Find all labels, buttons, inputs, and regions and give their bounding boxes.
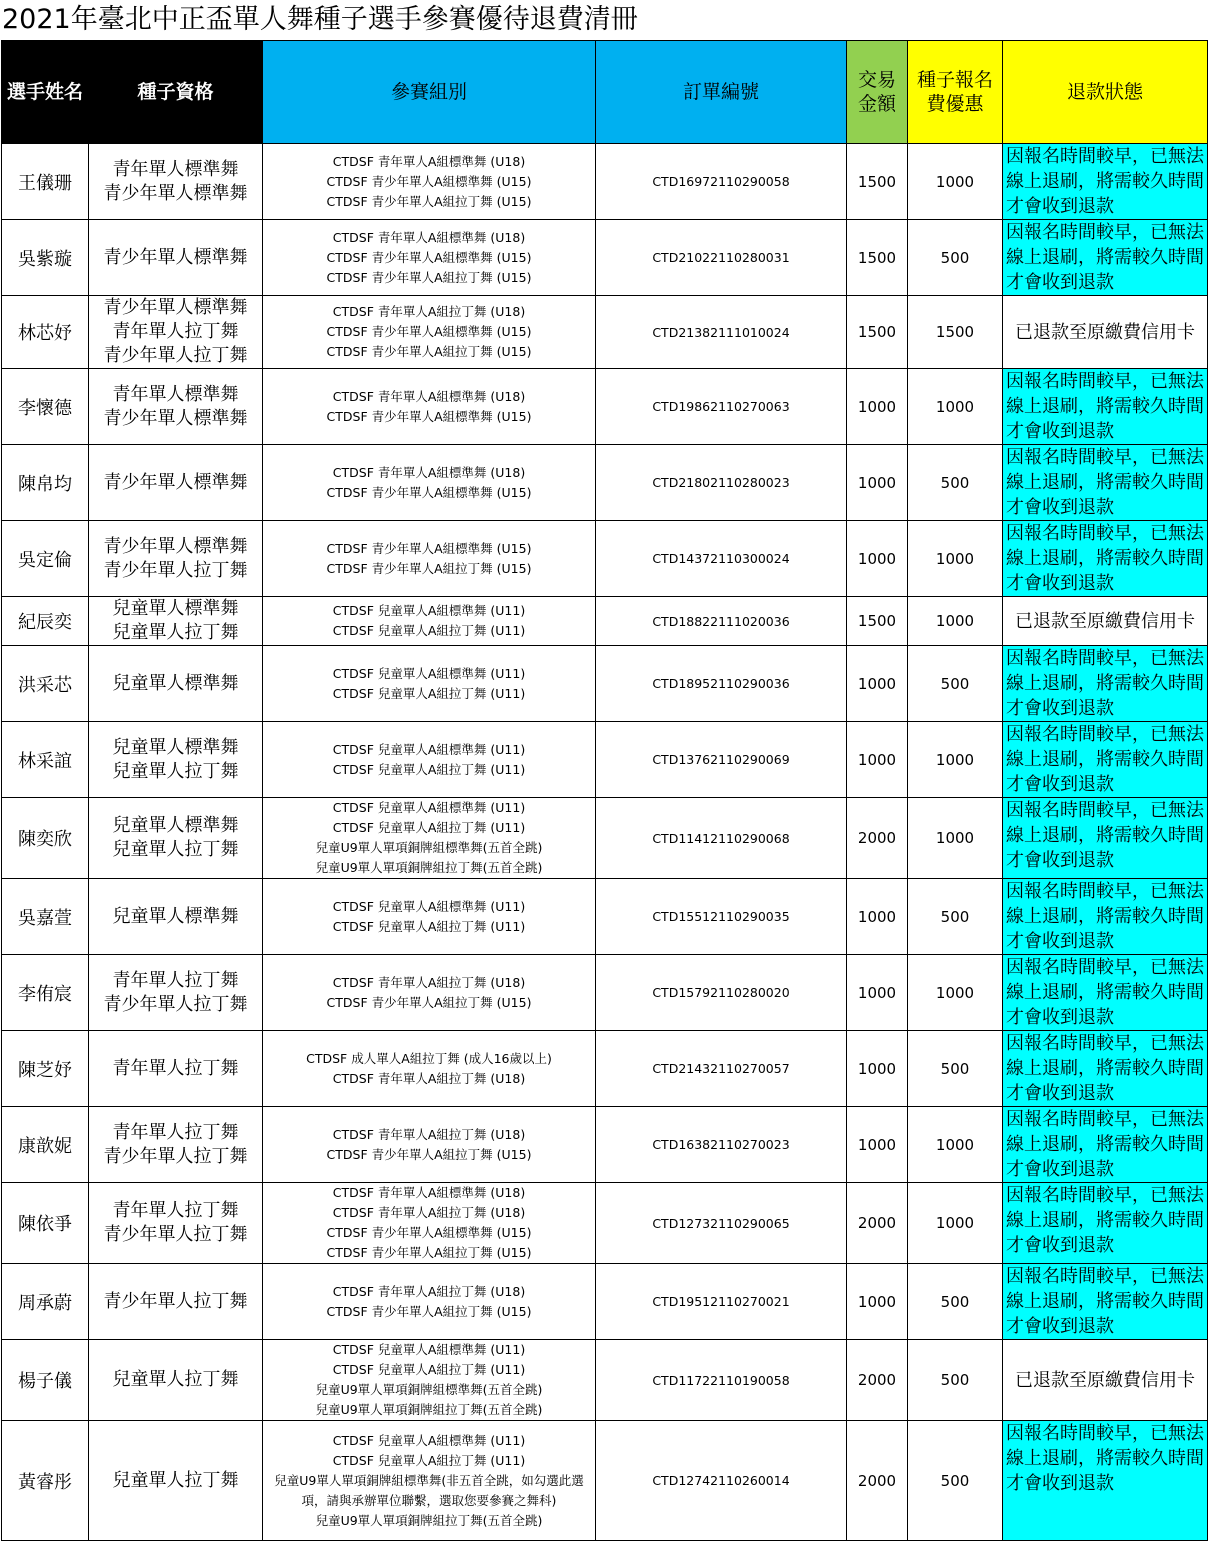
transaction-amount: 2000 xyxy=(847,1340,908,1421)
order-number: CTD12742110260014 xyxy=(596,1421,847,1541)
event-group-line: 兒童U9單人單項銅牌組標準舞(五首全跳) xyxy=(315,840,543,855)
player-name: 陳芝妤 xyxy=(2,1031,89,1107)
seed-discount: 500 xyxy=(908,220,1003,296)
seed-line: 青少年單人標準舞 xyxy=(103,471,248,493)
order-number: CTD15512110290035 xyxy=(596,879,847,955)
transaction-amount: 1000 xyxy=(847,369,908,445)
seed-qualification xyxy=(89,1264,263,1340)
table-row xyxy=(2,1183,1208,1264)
event-groups xyxy=(263,296,596,369)
event-group-line: CTDSF 兒童單人A組拉丁舞 (U11) xyxy=(332,1362,526,1377)
seed-line: 青少年單人標準舞 xyxy=(103,297,248,318)
seed-qualification xyxy=(89,722,263,798)
seed-line: 青少年單人拉丁舞 xyxy=(103,1224,248,1245)
header-amount-line2: 金額 xyxy=(857,93,896,115)
event-group-line: CTDSF 兒童單人A組標準舞 (U11) xyxy=(332,898,526,914)
refund-status: 因報名時間較早，已無法線上退刷，將需較久時間才會收到退款 xyxy=(1003,879,1208,955)
order-number: CTD13762110290069 xyxy=(596,722,847,798)
player-name: 黃睿彤 xyxy=(2,1421,89,1541)
table-row xyxy=(2,879,1208,955)
player-name: 陳依爭 xyxy=(2,1183,89,1264)
player-name: 洪采芯 xyxy=(2,646,89,722)
transaction-amount: 1000 xyxy=(847,722,908,798)
event-group-line: 兒童U9單人單項銅牌組拉丁舞(五首全跳) xyxy=(315,860,543,875)
order-number: CTD18952110290036 xyxy=(596,646,847,722)
order-number: CTD19512110270021 xyxy=(596,1264,847,1340)
table-row xyxy=(2,220,1208,296)
player-name: 吳紫璇 xyxy=(2,220,89,296)
event-groups xyxy=(263,722,596,798)
event-groups xyxy=(263,1031,596,1107)
event-group-line: CTDSF 青年單人A組標準舞 (U18) xyxy=(332,464,526,480)
seed-qualification xyxy=(89,296,263,369)
seed-qualification xyxy=(89,1421,263,1541)
table-row xyxy=(2,798,1208,879)
header-discount-line1: 種子報名 xyxy=(916,69,993,91)
seed-line: 青少年單人拉丁舞 xyxy=(103,993,248,1015)
seed-discount: 500 xyxy=(908,646,1003,722)
table-row xyxy=(2,445,1208,521)
transaction-amount: 1500 xyxy=(847,296,908,369)
refund-status: 已退款至原繳費信用卡 xyxy=(1003,597,1208,646)
table-row xyxy=(2,1107,1208,1183)
seed-line: 青年單人標準舞 xyxy=(112,158,239,180)
seed-qualification xyxy=(89,597,263,646)
table-row xyxy=(2,955,1208,1031)
event-groups xyxy=(263,1421,596,1541)
refund-status: 已退款至原繳費信用卡 xyxy=(1003,296,1208,369)
transaction-amount: 1500 xyxy=(847,220,908,296)
event-group-line: CTDSF 兒童單人A組標準舞 (U11) xyxy=(332,1432,526,1448)
header-amount-line1: 交易 xyxy=(857,69,896,91)
seed-line: 兒童單人拉丁舞 xyxy=(112,1369,239,1390)
event-group-line: CTDSF 青年單人A組拉丁舞 (U18) xyxy=(332,1126,526,1142)
seed-qualification xyxy=(89,1183,263,1264)
event-group-line: CTDSF 兒童單人A組標準舞 (U11) xyxy=(332,1342,526,1357)
event-groups xyxy=(263,646,596,722)
event-group-line: CTDSF 青年單人A組拉丁舞 (U18) xyxy=(332,1283,526,1299)
event-group-line: CTDSF 兒童單人A組拉丁舞 (U11) xyxy=(332,685,526,701)
transaction-amount: 2000 xyxy=(847,798,908,879)
seed-discount: 1000 xyxy=(908,369,1003,445)
table-row xyxy=(2,296,1208,369)
event-group-line: CTDSF 青少年單人A組標準舞 (U15) xyxy=(326,324,532,339)
refund-status: 已退款至原繳費信用卡 xyxy=(1003,1340,1208,1421)
seed-qualification xyxy=(89,144,263,220)
player-name: 李侑宸 xyxy=(2,955,89,1031)
order-number: CTD16382110270023 xyxy=(596,1107,847,1183)
event-group-line: 兒童U9單人單項銅牌組拉丁舞(五首全跳) xyxy=(315,1402,543,1417)
event-group-line: CTDSF 青年單人A組拉丁舞 (U18) xyxy=(332,974,526,990)
order-number: CTD21382111010024 xyxy=(596,296,847,369)
transaction-amount: 1000 xyxy=(847,445,908,521)
header-row xyxy=(2,41,1208,144)
seed-line: 青年單人拉丁舞 xyxy=(112,969,239,991)
event-group-line: CTDSF 兒童單人A組標準舞 (U11) xyxy=(332,800,526,815)
seed-qualification xyxy=(89,879,263,955)
transaction-amount: 1000 xyxy=(847,1031,908,1107)
transaction-amount: 2000 xyxy=(847,1421,908,1541)
event-group-line: CTDSF 青年單人A組拉丁舞 (U18) xyxy=(332,304,526,319)
event-group-line: CTDSF 青少年單人A組拉丁舞 (U15) xyxy=(326,560,532,576)
player-name: 林采誼 xyxy=(2,722,89,798)
refund-status: 因報名時間較早，已無法線上退刷，將需較久時間才會收到退款 xyxy=(1003,220,1208,296)
player-name: 康歆妮 xyxy=(2,1107,89,1183)
seed-discount: 1000 xyxy=(908,1183,1003,1264)
header-name: 選手姓名 xyxy=(2,41,89,144)
seed-line: 青少年單人標準舞 xyxy=(103,407,248,429)
order-number: CTD11722110190058 xyxy=(596,1340,847,1421)
seed-line: 青少年單人拉丁舞 xyxy=(103,1145,248,1167)
event-group-line: 兒童U9單人單項銅牌組標準舞(非五首全跳，如勾選此選項，請與承辦單位聯繫，選取您要參賽之舞科) xyxy=(274,1472,584,1508)
seed-discount: 1000 xyxy=(908,144,1003,220)
seed-discount: 500 xyxy=(908,879,1003,955)
player-name: 陳奕欣 xyxy=(2,798,89,879)
refund-status: 因報名時間較早，已無法線上退刷，將需較久時間才會收到退款 xyxy=(1003,722,1208,798)
event-group-line: CTDSF 兒童單人A組拉丁舞 (U11) xyxy=(332,623,526,638)
event-group-line: 兒童U9單人單項銅牌組拉丁舞(五首全跳) xyxy=(315,1512,543,1528)
seed-line: 青少年單人標準舞 xyxy=(103,535,248,557)
table-row xyxy=(2,1264,1208,1340)
event-group-line: CTDSF 青少年單人A組標準舞 (U15) xyxy=(326,408,532,424)
player-name: 周承蔚 xyxy=(2,1264,89,1340)
player-name: 吳嘉萱 xyxy=(2,879,89,955)
seed-discount: 500 xyxy=(908,445,1003,521)
seed-discount: 500 xyxy=(908,1340,1003,1421)
refund-status: 因報名時間較早，已無法線上退刷，將需較久時間才會收到退款 xyxy=(1003,1421,1208,1541)
seed-discount: 1000 xyxy=(908,521,1003,597)
event-groups xyxy=(263,144,596,220)
order-number: CTD12732110290065 xyxy=(596,1183,847,1264)
order-number: CTD19862110270063 xyxy=(596,369,847,445)
seed-line: 青少年單人拉丁舞 xyxy=(103,1290,248,1312)
seed-line: 兒童單人標準舞 xyxy=(112,598,239,619)
event-group-line: 兒童U9單人單項銅牌組標準舞(五首全跳) xyxy=(315,1382,543,1397)
transaction-amount: 1500 xyxy=(847,144,908,220)
event-group-line: CTDSF 青年單人A組標準舞 (U18) xyxy=(332,1185,526,1200)
table-row xyxy=(2,144,1208,220)
seed-line: 青年單人拉丁舞 xyxy=(112,1057,239,1079)
order-number: CTD16972110290058 xyxy=(596,144,847,220)
refund-status: 因報名時間較早，已無法線上退刷，將需較久時間才會收到退款 xyxy=(1003,1183,1208,1264)
table-row xyxy=(2,1421,1208,1541)
event-groups xyxy=(263,1340,596,1421)
seed-line: 兒童單人拉丁舞 xyxy=(112,760,239,782)
transaction-amount: 1000 xyxy=(847,879,908,955)
event-groups xyxy=(263,1264,596,1340)
event-group-line: CTDSF 兒童單人A組標準舞 (U11) xyxy=(332,741,526,757)
player-name: 林芯妤 xyxy=(2,296,89,369)
refund-status: 因報名時間較早，已無法線上退刷，將需較久時間才會收到退款 xyxy=(1003,445,1208,521)
event-group-line: CTDSF 青少年單人A組標準舞 (U15) xyxy=(326,1225,532,1240)
event-group-line: CTDSF 成人單人A組拉丁舞 (成人16歲以上) xyxy=(306,1050,552,1066)
event-groups xyxy=(263,597,596,646)
table-row xyxy=(2,722,1208,798)
player-name: 陳帛均 xyxy=(2,445,89,521)
seed-qualification xyxy=(89,646,263,722)
event-group-line: CTDSF 青少年單人A組拉丁舞 (U15) xyxy=(326,1245,532,1260)
event-group-line: CTDSF 青年單人A組拉丁舞 (U18) xyxy=(332,1070,526,1086)
event-group-line: CTDSF 青少年單人A組標準舞 (U15) xyxy=(326,249,532,265)
refund-status: 因報名時間較早，已無法線上退刷，將需較久時間才會收到退款 xyxy=(1003,646,1208,722)
seed-discount: 1000 xyxy=(908,798,1003,879)
seed-line: 兒童單人標準舞 xyxy=(112,672,239,694)
event-group-line: CTDSF 青少年單人A組標準舞 (U15) xyxy=(326,173,532,189)
seed-line: 青少年單人拉丁舞 xyxy=(103,345,248,366)
player-name: 紀辰奕 xyxy=(2,597,89,646)
table-row xyxy=(2,1340,1208,1421)
order-number: CTD21432110270057 xyxy=(596,1031,847,1107)
seed-discount: 500 xyxy=(908,1421,1003,1541)
event-groups xyxy=(263,220,596,296)
header-seed: 種子資格 xyxy=(89,41,263,144)
player-name: 楊子儀 xyxy=(2,1340,89,1421)
seed-line: 兒童單人拉丁舞 xyxy=(112,622,239,643)
seed-discount: 1000 xyxy=(908,955,1003,1031)
event-group-line: CTDSF 青少年單人A組標準舞 (U15) xyxy=(326,484,532,500)
event-groups xyxy=(263,955,596,1031)
seed-discount: 1000 xyxy=(908,722,1003,798)
transaction-amount: 1000 xyxy=(847,955,908,1031)
seed-discount: 1000 xyxy=(908,1107,1003,1183)
event-group-line: CTDSF 青少年單人A組拉丁舞 (U15) xyxy=(326,193,532,209)
transaction-amount: 1500 xyxy=(847,597,908,646)
table-row xyxy=(2,646,1208,722)
order-number: CTD14372110300024 xyxy=(596,521,847,597)
order-number: CTD21022110280031 xyxy=(596,220,847,296)
seed-line: 青少年單人拉丁舞 xyxy=(103,559,248,581)
seed-discount: 1000 xyxy=(908,597,1003,646)
seed-line: 青年單人拉丁舞 xyxy=(112,1121,239,1143)
event-group-line: CTDSF 青年單人A組標準舞 (U18) xyxy=(332,153,526,169)
table-row xyxy=(2,369,1208,445)
event-group-line: CTDSF 兒童單人A組拉丁舞 (U11) xyxy=(332,1452,526,1468)
event-groups xyxy=(263,445,596,521)
event-group-line: CTDSF 青少年單人A組拉丁舞 (U15) xyxy=(326,994,532,1010)
event-group-line: CTDSF 兒童單人A組標準舞 (U11) xyxy=(332,603,526,618)
seed-qualification xyxy=(89,1340,263,1421)
refund-status: 因報名時間較早，已無法線上退刷，將需較久時間才會收到退款 xyxy=(1003,1031,1208,1107)
event-groups xyxy=(263,369,596,445)
seed-line: 青少年單人標準舞 xyxy=(103,246,248,268)
header-groups: 參賽組別 xyxy=(263,41,596,144)
refund-status: 因報名時間較早，已無法線上退刷，將需較久時間才會收到退款 xyxy=(1003,1264,1208,1340)
order-number: CTD11412110290068 xyxy=(596,798,847,879)
seed-qualification xyxy=(89,369,263,445)
event-group-line: CTDSF 青少年單人A組拉丁舞 (U15) xyxy=(326,269,532,285)
event-group-line: CTDSF 青年單人A組拉丁舞 (U18) xyxy=(332,1205,526,1220)
event-group-line: CTDSF 兒童單人A組拉丁舞 (U11) xyxy=(332,761,526,777)
refund-status: 因報名時間較早，已無法線上退刷，將需較久時間才會收到退款 xyxy=(1003,369,1208,445)
page-title: 2021年臺北中正盃單人舞種子選手參賽優待退費清冊 xyxy=(2,4,638,35)
refund-status: 因報名時間較早，已無法線上退刷，將需較久時間才會收到退款 xyxy=(1003,144,1208,220)
transaction-amount: 1000 xyxy=(847,646,908,722)
header-amount xyxy=(847,41,908,144)
refund-status: 因報名時間較早，已無法線上退刷，將需較久時間才會收到退款 xyxy=(1003,521,1208,597)
order-number: CTD21802110280023 xyxy=(596,445,847,521)
event-group-line: CTDSF 青年單人A組標準舞 (U18) xyxy=(332,388,526,404)
event-group-line: CTDSF 兒童單人A組標準舞 (U11) xyxy=(332,665,526,681)
event-groups xyxy=(263,879,596,955)
event-groups xyxy=(263,798,596,879)
transaction-amount: 2000 xyxy=(847,1183,908,1264)
event-group-line: CTDSF 青少年單人A組拉丁舞 (U15) xyxy=(326,1146,532,1162)
seed-discount: 1500 xyxy=(908,296,1003,369)
player-name: 王儀珊 xyxy=(2,144,89,220)
seed-line: 青年單人拉丁舞 xyxy=(112,1200,239,1221)
seed-qualification xyxy=(89,445,263,521)
seed-qualification xyxy=(89,1031,263,1107)
player-name: 吳定倫 xyxy=(2,521,89,597)
refund-status: 因報名時間較早，已無法線上退刷，將需較久時間才會收到退款 xyxy=(1003,798,1208,879)
table-body xyxy=(2,144,1208,1541)
seed-line: 青年單人拉丁舞 xyxy=(112,321,239,342)
seed-line: 兒童單人拉丁舞 xyxy=(112,1469,239,1491)
table-row xyxy=(2,597,1208,646)
seed-discount: 500 xyxy=(908,1031,1003,1107)
seed-qualification xyxy=(89,798,263,879)
transaction-amount: 1000 xyxy=(847,521,908,597)
seed-line: 青年單人標準舞 xyxy=(112,383,239,405)
header-discount xyxy=(908,41,1003,144)
event-groups xyxy=(263,1107,596,1183)
event-group-line: CTDSF 青少年單人A組拉丁舞 (U15) xyxy=(326,1303,532,1319)
refund-table xyxy=(1,40,1208,1541)
event-groups xyxy=(263,1183,596,1264)
seed-line: 兒童單人拉丁舞 xyxy=(112,839,239,860)
event-group-line: CTDSF 青少年單人A組拉丁舞 (U15) xyxy=(326,344,532,359)
seed-qualification xyxy=(89,521,263,597)
event-group-line: CTDSF 兒童單人A組拉丁舞 (U11) xyxy=(332,918,526,934)
player-name: 李懷德 xyxy=(2,369,89,445)
event-group-line: CTDSF 青年單人A組標準舞 (U18) xyxy=(332,229,526,245)
seed-qualification xyxy=(89,1107,263,1183)
seed-line: 兒童單人標準舞 xyxy=(112,815,239,836)
seed-line: 青少年單人標準舞 xyxy=(103,182,248,204)
transaction-amount: 1000 xyxy=(847,1107,908,1183)
event-groups xyxy=(263,521,596,597)
seed-line: 兒童單人標準舞 xyxy=(112,905,239,927)
event-group-line: CTDSF 青少年單人A組標準舞 (U15) xyxy=(326,540,532,556)
event-group-line: CTDSF 兒童單人A組拉丁舞 (U11) xyxy=(332,820,526,835)
table-row xyxy=(2,1031,1208,1107)
table-row xyxy=(2,521,1208,597)
refund-status: 因報名時間較早，已無法線上退刷，將需較久時間才會收到退款 xyxy=(1003,1107,1208,1183)
header-discount-line2: 費優惠 xyxy=(926,93,984,115)
header-status: 退款狀態 xyxy=(1003,41,1208,144)
seed-qualification xyxy=(89,220,263,296)
refund-status: 因報名時間較早，已無法線上退刷，將需較久時間才會收到退款 xyxy=(1003,955,1208,1031)
seed-qualification xyxy=(89,955,263,1031)
header-order: 訂單編號 xyxy=(596,41,847,144)
seed-line: 兒童單人標準舞 xyxy=(112,736,239,758)
order-number: CTD15792110280020 xyxy=(596,955,847,1031)
transaction-amount: 1000 xyxy=(847,1264,908,1340)
seed-discount: 500 xyxy=(908,1264,1003,1340)
order-number: CTD18822111020036 xyxy=(596,597,847,646)
